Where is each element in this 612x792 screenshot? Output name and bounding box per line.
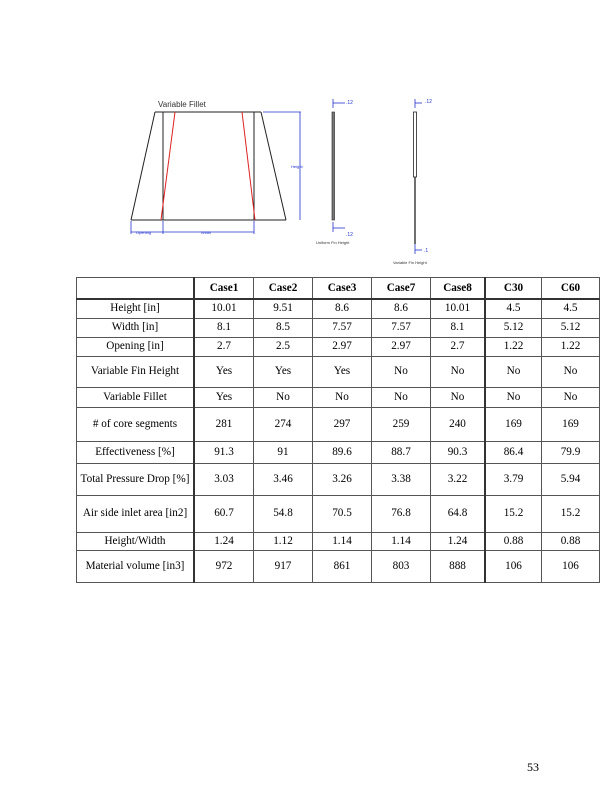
- table-cell: 10.01: [194, 299, 254, 318]
- table-cell: No: [542, 387, 600, 407]
- row-label: Variable Fin Height: [77, 356, 195, 387]
- row-label: Height/Width: [77, 532, 195, 550]
- table-cell: No: [372, 356, 431, 387]
- table-cell: 3.46: [254, 463, 313, 495]
- table-cell: No: [313, 387, 372, 407]
- dimension-lines: [131, 99, 422, 254]
- column-header: [77, 278, 195, 300]
- table-cell: 0.88: [485, 532, 542, 550]
- column-header: Case1: [194, 278, 254, 300]
- row-label: Width [in]: [77, 318, 195, 337]
- table-row: [77, 318, 600, 337]
- uniform-bottom-dim: .12: [346, 232, 353, 238]
- table-cell: 9.51: [254, 299, 313, 318]
- table-cell: 3.79: [485, 463, 542, 495]
- table-cell: 1.22: [485, 337, 542, 356]
- table-row: [77, 299, 600, 318]
- column-header: Case3: [313, 278, 372, 300]
- table-row: [77, 337, 600, 356]
- table-cell: 1.14: [372, 532, 431, 550]
- row-label: Total Pressure Drop [%]: [77, 463, 195, 495]
- table-cell: 972: [194, 550, 254, 582]
- uniform-caption: Uniform Fin Height: [316, 240, 350, 245]
- table-row: [77, 441, 600, 463]
- table-cell: 91.3: [194, 441, 254, 463]
- table-cell: No: [372, 387, 431, 407]
- trapezoid-outline: [131, 112, 286, 220]
- table-cell: No: [431, 387, 486, 407]
- table-cell: 259: [372, 407, 431, 441]
- table-cell: 803: [372, 550, 431, 582]
- table-row: [77, 463, 600, 495]
- table-cell: 3.03: [194, 463, 254, 495]
- table-cell: 281: [194, 407, 254, 441]
- column-header: Case2: [254, 278, 313, 300]
- table-cell: 5.94: [542, 463, 600, 495]
- table-cell: 1.14: [313, 532, 372, 550]
- fillet-lines: [161, 112, 255, 220]
- table-row: [77, 495, 600, 532]
- table-cell: No: [254, 387, 313, 407]
- table-cell: 8.6: [313, 299, 372, 318]
- table-cell: 106: [485, 550, 542, 582]
- page-number: 53: [527, 760, 539, 774]
- row-label: # of core segments: [77, 407, 195, 441]
- table-cell: 2.7: [194, 337, 254, 356]
- table-cell: 54.8: [254, 495, 313, 532]
- fin-geometry-diagram: [0, 0, 612, 270]
- table-cell: 8.1: [194, 318, 254, 337]
- table-cell: 7.57: [372, 318, 431, 337]
- table-cell: 8.6: [372, 299, 431, 318]
- row-label: Variable Fillet: [77, 387, 195, 407]
- table-cell: 89.6: [313, 441, 372, 463]
- table-cell: 8.5: [254, 318, 313, 337]
- variable-caption: Variable Fin Height: [393, 260, 427, 265]
- table-cell: 60.7: [194, 495, 254, 532]
- table-cell: 5.12: [485, 318, 542, 337]
- table-cell: 88.7: [372, 441, 431, 463]
- row-label: Material volume [in3]: [77, 550, 195, 582]
- table-cell: 888: [431, 550, 486, 582]
- table-row: [77, 550, 600, 582]
- row-label: Air side inlet area [in2]: [77, 495, 195, 532]
- table-cell: 2.97: [313, 337, 372, 356]
- table-cell: Yes: [194, 356, 254, 387]
- table-cell: 2.5: [254, 337, 313, 356]
- row-label: Effectiveness [%]: [77, 441, 195, 463]
- table-cell: 3.22: [431, 463, 486, 495]
- table-cell: 1.24: [431, 532, 486, 550]
- table-cell: 76.8: [372, 495, 431, 532]
- case-comparison-table: [76, 277, 600, 583]
- table-cell: 3.38: [372, 463, 431, 495]
- table-cell: 917: [254, 550, 313, 582]
- figure-title: Variable Fillet: [158, 100, 206, 109]
- table-row: [77, 387, 600, 407]
- table-cell: 169: [542, 407, 600, 441]
- table-cell: 2.7: [431, 337, 486, 356]
- row-label: Height [in]: [77, 299, 195, 318]
- table-cell: 1.24: [194, 532, 254, 550]
- table-row: [77, 356, 600, 387]
- table-cell: No: [542, 356, 600, 387]
- table-cell: 297: [313, 407, 372, 441]
- table-cell: 5.12: [542, 318, 600, 337]
- column-header: Case8: [431, 278, 486, 300]
- variable-top-dim: .12: [425, 99, 432, 105]
- table-cell: 4.5: [542, 299, 600, 318]
- table-row: [77, 407, 600, 441]
- table-cell: 861: [313, 550, 372, 582]
- table-cell: 3.26: [313, 463, 372, 495]
- column-header: Case7: [372, 278, 431, 300]
- table-cell: 15.2: [542, 495, 600, 532]
- column-header: C30: [485, 278, 542, 300]
- table-header-row: [77, 278, 600, 300]
- table-cell: 91: [254, 441, 313, 463]
- table-cell: 1.12: [254, 532, 313, 550]
- table-cell: No: [431, 356, 486, 387]
- table-cell: 169: [485, 407, 542, 441]
- width-label: Width: [201, 230, 212, 235]
- fin-profiles: [332, 112, 417, 244]
- table-cell: 240: [431, 407, 486, 441]
- table-cell: 70.5: [313, 495, 372, 532]
- table-cell: No: [485, 356, 542, 387]
- table-cell: 15.2: [485, 495, 542, 532]
- table-cell: 8.1: [431, 318, 486, 337]
- table-cell: Yes: [194, 387, 254, 407]
- variable-bottom-dim: .1: [424, 248, 429, 254]
- height-label: Height: [291, 164, 303, 169]
- table-cell: 0.88: [542, 532, 600, 550]
- table-cell: Yes: [313, 356, 372, 387]
- table-cell: 106: [542, 550, 600, 582]
- column-header: C60: [542, 278, 600, 300]
- table-cell: 10.01: [431, 299, 486, 318]
- table-cell: 90.3: [431, 441, 486, 463]
- table-cell: No: [485, 387, 542, 407]
- table-row: [77, 532, 600, 550]
- table-cell: 1.22: [542, 337, 600, 356]
- table-cell: 79.9: [542, 441, 600, 463]
- row-label: Opening [in]: [77, 337, 195, 356]
- table-cell: 2.97: [372, 337, 431, 356]
- uniform-top-dim: .12: [346, 100, 353, 106]
- table-cell: 274: [254, 407, 313, 441]
- table-cell: 64.8: [431, 495, 486, 532]
- table-cell: 7.57: [313, 318, 372, 337]
- opening-label: Opening: [136, 230, 152, 235]
- table-cell: 4.5: [485, 299, 542, 318]
- table-cell: 86.4: [485, 441, 542, 463]
- table-cell: Yes: [254, 356, 313, 387]
